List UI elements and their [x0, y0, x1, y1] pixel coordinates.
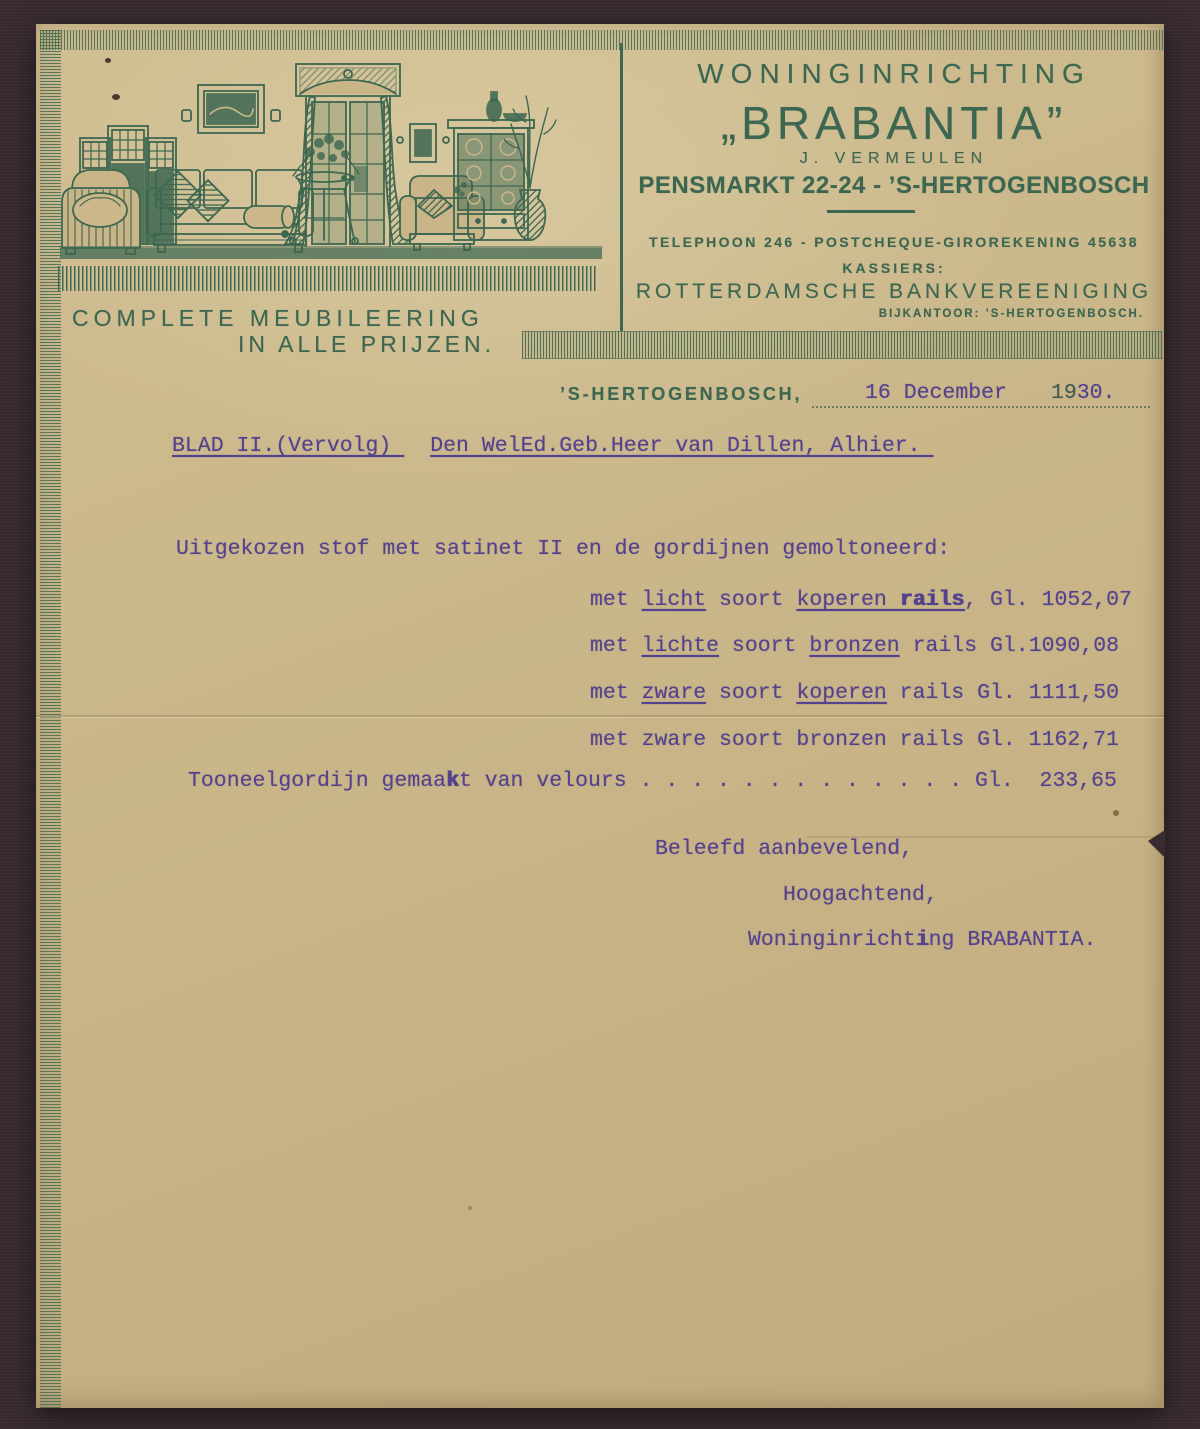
price-option-line: met zware soort bronzen rails Gl. 1162,71 — [590, 728, 1119, 752]
price-option-line: met licht soort koperen rails, Gl. 1052,07 — [590, 588, 1132, 612]
signature-line: Woninginrichting BRABANTIA. — [748, 928, 1097, 952]
price-option-line: met zware soort koperen rails Gl. 1111,50 — [590, 681, 1120, 705]
paper-speck — [105, 58, 111, 63]
tagline-line2: IN ALLE PRIJZEN. — [238, 331, 496, 357]
address-underline-rule — [827, 210, 915, 213]
company-type: WONINGINRICHTING — [697, 58, 1091, 89]
paper-speck — [112, 94, 120, 100]
owner-name: J. VERMEULEN — [799, 150, 989, 167]
bank-name: ROTTERDAMSCHE BANKVEREENIGING — [635, 280, 1153, 303]
edge-tear — [1148, 830, 1165, 858]
price-option-line: met lichte soort bronzen rails Gl.1090,08 — [590, 634, 1120, 658]
paper-speck — [1113, 810, 1119, 816]
fold-crease — [36, 715, 1164, 717]
letter-paper — [36, 24, 1164, 1408]
place-printed: ’S-HERTOGENBOSCH, — [560, 384, 803, 404]
furniture-illustration — [58, 38, 618, 293]
reference-addressee-line — [172, 434, 933, 460]
street-address: PENSMARKT 22-24 - ’S-HERTOGENBOSCH — [638, 172, 1150, 199]
closing-line2: Hoogachtend, — [783, 883, 938, 907]
bank-branch: BIJKANTOOR: ’S-HERTOGENBOSCH. — [878, 308, 1144, 320]
phone-giro-line: TELEPHOON 246 - POSTCHEQUE-GIROREKENING 45638 — [649, 234, 1139, 250]
company-name: „BRABANTIA” — [720, 97, 1068, 149]
curtain-total-line: Tooneelgordijn gemaakt van velours . . . . . . . . . . . . . Gl. 233,65 — [188, 769, 1117, 793]
paper-speck — [468, 1206, 472, 1210]
page-reference: BLAD II.(Vervolg) — [172, 434, 405, 458]
closing-line1: Beleefd aanbevelend, — [655, 837, 914, 861]
intro-line: Uitgekozen stof met satinet II en de gordijnen gemoltoneerd: — [176, 537, 951, 561]
middle-striped-border — [522, 331, 1162, 359]
typed-date: 16 December 1930. — [865, 381, 1116, 405]
kassiers-label: KASSIERS: — [842, 260, 946, 276]
tagline-line1: COMPLETE MEUBILEERING — [72, 305, 484, 331]
addressee: Den WelEd.Geb.Heer van Dillen, Alhier. — [430, 434, 934, 458]
fold-crease-right — [806, 836, 1164, 838]
header-vertical-divider — [620, 43, 623, 331]
